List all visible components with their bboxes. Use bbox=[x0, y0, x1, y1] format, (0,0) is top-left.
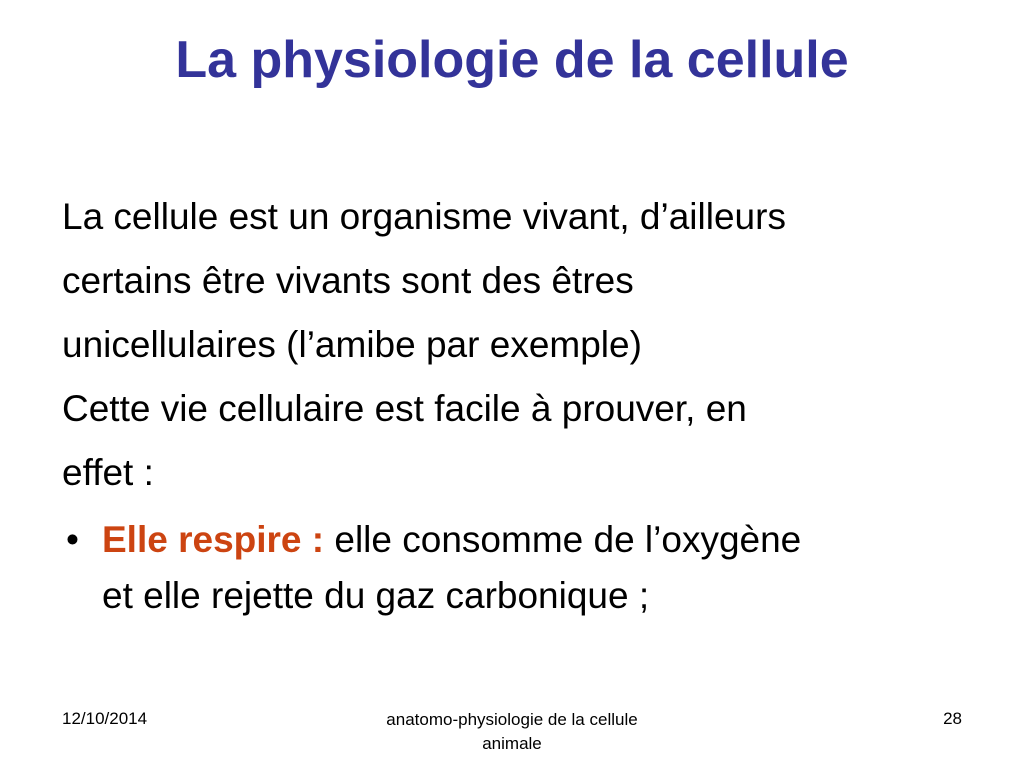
body-line: certains être vivants sont des êtres bbox=[62, 260, 634, 301]
page-number: 28 bbox=[943, 709, 962, 728]
body-line: La cellule est un organisme vivant, d’ailleurs bbox=[62, 196, 786, 237]
body-line: Cette vie cellulaire est facile à prouver, en bbox=[62, 388, 747, 429]
bullet-highlight: Elle respire : bbox=[102, 519, 325, 560]
bullet-list bbox=[62, 512, 982, 624]
bullet-line-1-text: elle consomme de l’oxygène bbox=[324, 519, 802, 560]
bullet-marker: • bbox=[66, 519, 79, 560]
footer-caption-line-1: anatomo-physiologie de la cellule bbox=[386, 710, 638, 729]
bullet-item bbox=[62, 512, 982, 624]
footer-caption-line-2: animale bbox=[482, 734, 542, 753]
slide-body bbox=[62, 185, 786, 505]
bullet-line-2: et elle rejette du gaz carbonique ; bbox=[102, 575, 650, 616]
body-line: effet : bbox=[62, 452, 154, 493]
body-line: unicellulaires (l’amibe par exemple) bbox=[62, 324, 642, 365]
bullet-line-1 bbox=[102, 512, 982, 568]
footer-date: 12/10/2014 bbox=[62, 709, 148, 728]
slide-title: La physiologie de la cellule bbox=[175, 31, 849, 89]
footer-caption bbox=[352, 708, 672, 756]
